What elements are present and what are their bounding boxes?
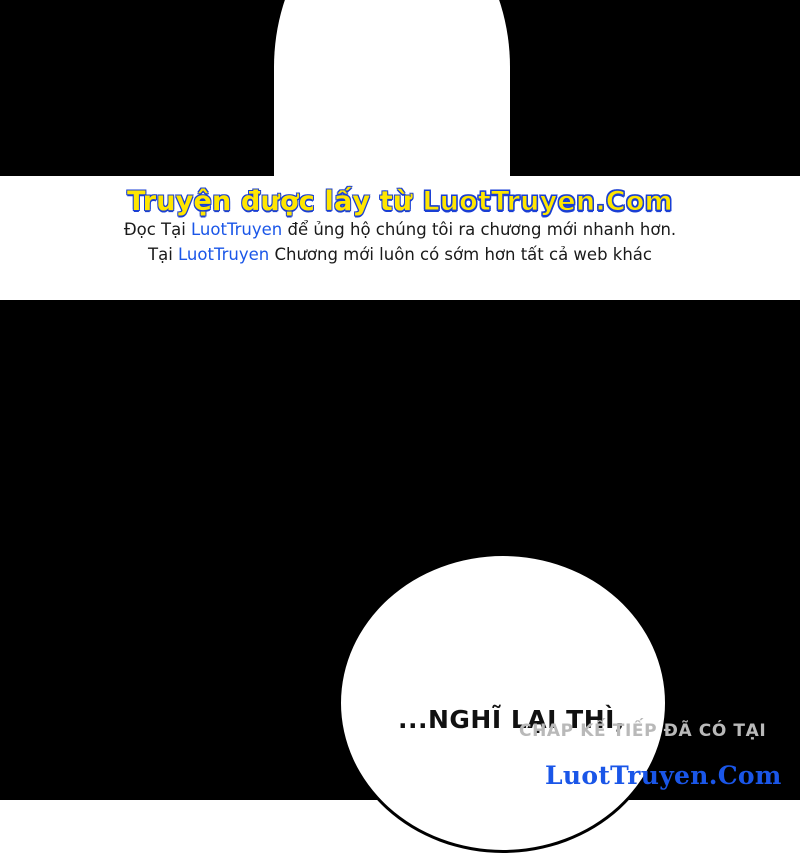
- promo-banner-line-1: [124, 217, 676, 243]
- speech-bubble-top: [271, 0, 513, 176]
- speech-bubble-bottom: [338, 553, 668, 853]
- panel-caption: ...NGHĨ LẠI THÌ,: [398, 705, 625, 734]
- promo-line1-after: để ủng hộ chúng tôi ra chương mới nhanh hơn.: [282, 219, 677, 239]
- watermark-brand: LuotTruyen.Com: [545, 761, 782, 790]
- promo-banner: [0, 176, 800, 300]
- promo-title-site: LuotTruyen.Com: [422, 186, 673, 217]
- promo-banner-title: [127, 187, 673, 217]
- promo-title-text: Truyện được lấy từ: [127, 186, 413, 217]
- promo-banner-line-2: [148, 242, 652, 268]
- promo-line2-after: Chương mới luôn có sớm hơn tất cả web khác: [269, 245, 652, 265]
- promo-line2-before: Tại: [148, 245, 179, 265]
- promo-line1-before: Đọc Tại: [123, 219, 192, 239]
- promo-line2-site: LuotTruyen: [178, 245, 270, 265]
- promo-line1-site: LuotTruyen: [191, 219, 283, 239]
- watermark-text: CHAP KẾ TIẾP ĐÃ CÓ TẠI: [519, 721, 767, 741]
